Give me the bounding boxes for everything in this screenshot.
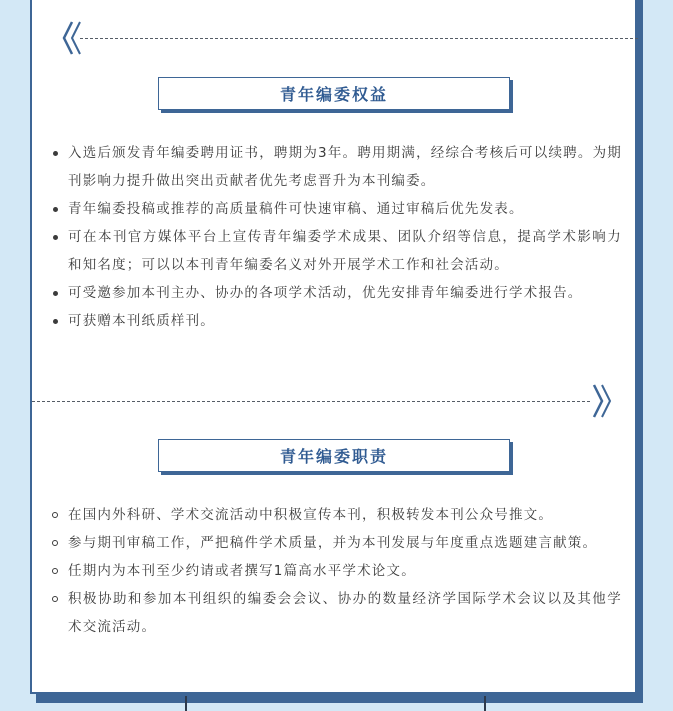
rights-title: 青年编委权益 xyxy=(279,85,388,104)
rights-title-box xyxy=(158,77,510,110)
list-item: 参与期刊审稿工作，严把稿件学术质量，并为本刊发展与年度重点选题建言献策。 xyxy=(50,529,622,557)
duties-title: 青年编委职责 xyxy=(279,447,388,466)
list-item: 可受邀参加本刊主办、协办的各项学术活动，优先安排青年编委进行学术报告。 xyxy=(50,279,622,307)
list-item: 入选后颁发青年编委聘用证书，聘期为3年。聘用期满，经综合考核后可以续聘。为期刊影响力提升做出突出贡献者优先考虑晋升为本刊编委。 xyxy=(50,139,622,195)
section-divider-middle xyxy=(32,380,616,422)
double-chevron-right-icon xyxy=(588,381,614,421)
duties-list xyxy=(50,501,622,641)
list-item: 可获赠本刊纸质样刊。 xyxy=(50,307,622,335)
connector-line-right xyxy=(484,696,486,711)
list-item: 任期内为本刊至少约请或者撰写1篇高水平学术论文。 xyxy=(50,557,622,585)
list-item: 积极协助和参加本刊组织的编委会会议、协办的数量经济学国际学术会议以及其他学术交流活动。 xyxy=(50,585,622,641)
section-divider-top xyxy=(62,18,640,58)
dashed-line xyxy=(80,38,638,39)
duties-title-box xyxy=(158,439,510,472)
connector-line-left xyxy=(185,696,187,711)
rights-list xyxy=(50,139,622,335)
list-item: 青年编委投稿或推荐的高质量稿件可快速审稿、通过审稿后优先发表。 xyxy=(50,195,622,223)
dashed-line xyxy=(32,401,590,402)
list-item: 可在本刊官方媒体平台上宣传青年编委学术成果、团队介绍等信息，提高学术影响力和知名度；可以以本刊青年编委名义对外开展学术工作和社会活动。 xyxy=(50,223,622,279)
list-item: 在国内外科研、学术交流活动中积极宣传本刊，积极转发本刊公众号推文。 xyxy=(50,501,622,529)
